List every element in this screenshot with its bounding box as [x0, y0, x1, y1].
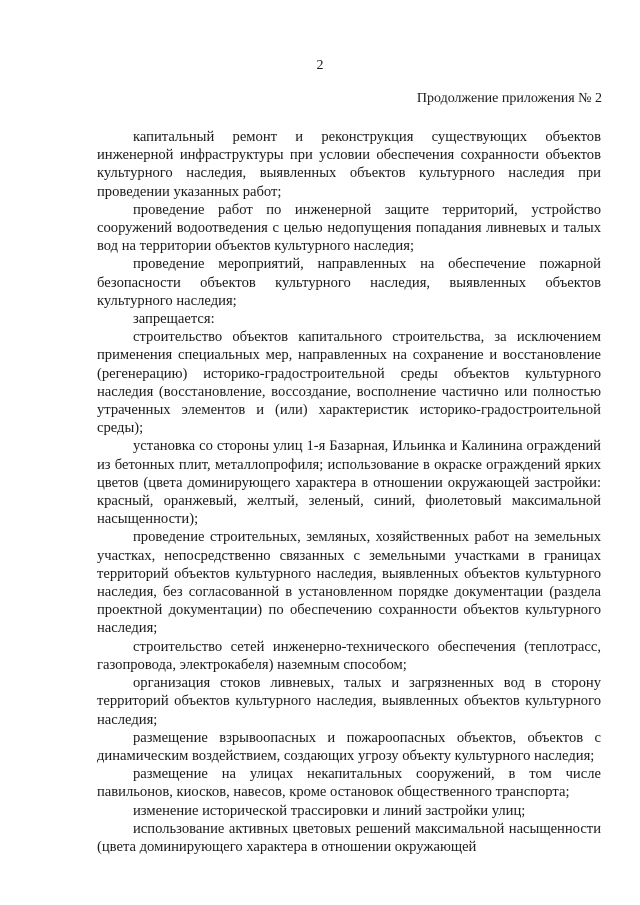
- paragraph-fire-safety: проведение мероприятий, направленных на обеспечение пожарной безопасности объектов культурного наследия, выявленных объектов культурного наследия;: [97, 256, 601, 309]
- paragraph-capital-repair: капитальный ремонт и реконструкция существующих объектов инженерной инфраструктуры при условии обеспечения сохранности объектов культурного наследия, выявленных объектов культурного наследия при проведении указанных работ;: [97, 129, 601, 200]
- paragraph-engineering-protection: проведение работ по инженерной защите территорий, устройство сооружений водоотведения с целью недопущения попадания ливневых и талых вод на территории объектов культурного наследия;: [97, 201, 601, 255]
- paragraph-prohibited-heading: запрещается:: [133, 311, 215, 328]
- document-body: [97, 128, 601, 856]
- page-number: 2: [316, 58, 324, 73]
- paragraph-color-solutions: использование активных цветовых решений максимальной насыщенности (цвета доминирующего характера в отношении окружающей: [97, 820, 601, 855]
- paragraph-fence-installation: установка со стороны улиц 1-я Базарная, Ильинка и Калинина ограждений из бетонных плит, металлопрофиля; использование в окраске ограждений ярких цветов (цвета доминирующего характера в отношении окружающей застройки: красный, оранжевый, желтый, зеленый, синий, фиолетовый максимальной насыщенности);: [97, 438, 601, 528]
- paragraph-temporary-structures: размещение на улицах некапитальных сооружений, в том числе павильонов, киосков, навесов, кроме остановок общественного транспорта;: [97, 766, 601, 801]
- paragraph-capital-construction: строительство объектов капитального строительства, за исключением применения специальных мер, направленных на сохранение и восстановление (регенерацию) историко-градостроительной среды объектов культурного наследия (восстановление, воссоздание, восполнение частично или полностью утраченных элементов и (или) характеристик историко-градостроительной среды);: [97, 329, 601, 437]
- paragraph-utility-networks: строительство сетей инженерно-технического обеспечения (теплотрасс, газопровода, электрокабеля) наземным способом;: [97, 638, 601, 673]
- paragraph-hazardous-objects: размещение взрывоопасных и пожароопасных объектов, объектов с динамическим воздействием, создающих угрозу объекту культурного наследия;: [97, 729, 601, 764]
- appendix-continuation-label: Продолжение приложения № 2: [416, 91, 602, 106]
- paragraph-street-layout: изменение исторической трассировки и линий застройки улиц;: [133, 802, 526, 819]
- paragraph-earthworks: проведение строительных, земляных, хозяйственных работ на земельных участках, непосредственно связанных с земельными участками в границах территорий объектов культурного наследия, выявленных объектов культурного наследия, без согласованной в установленном порядке документации (раздела проектной документации) по обеспечению сохранности объектов культурного наследия;: [97, 529, 601, 637]
- paragraph-water-drainage: организация стоков ливневых, талых и загрязненных вод в сторону территорий объектов культурного наследия, выявленных объектов культурного наследия;: [97, 675, 601, 728]
